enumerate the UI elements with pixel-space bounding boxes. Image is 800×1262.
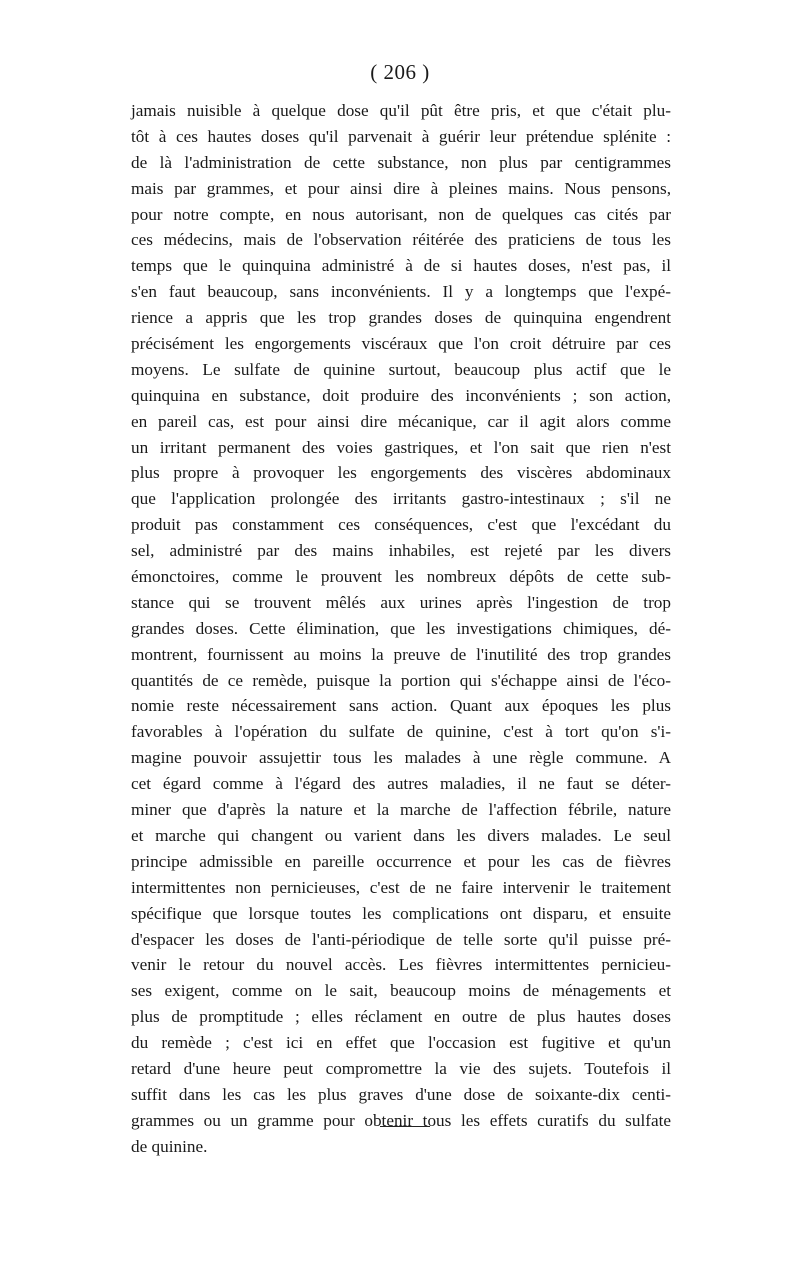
text-line: tôt à ces hautes doses qu'il parvenait à guérir leur prétendue splénite : bbox=[131, 126, 671, 146]
text-line: s'en faut beaucoup, sans inconvénients. Il y a longtemps que l'expé- bbox=[131, 282, 671, 302]
text-line: magine pouvoir assujettir tous les malades à une règle commune. A bbox=[131, 748, 671, 768]
page-number: ( 206 ) bbox=[370, 60, 430, 84]
text-line: intermittentes non pernicieuses, c'est de ne faire intervenir le traitement bbox=[131, 877, 671, 897]
text-line: du remède ; c'est ici en effet que l'occasion est fugitive et qu'un bbox=[131, 1033, 671, 1053]
text-line: suffit dans les cas les plus graves d'une dose de soixante-dix centi- bbox=[131, 1084, 671, 1104]
text-line: nomie reste nécessairement sans action. Quant aux époques les plus bbox=[131, 696, 671, 716]
body-text bbox=[131, 98, 671, 1160]
text-line: temps que le quinquina administré à de si hautes doses, n'est pas, il bbox=[131, 256, 671, 276]
text-line: ses exigent, comme on le sait, beaucoup moins de ménagements et bbox=[131, 981, 671, 1001]
text-line: mais par grammes, et pour ainsi dire à pleines mains. Nous pensons, bbox=[131, 178, 671, 198]
text-line: sel, administré par des mains inhabiles, est rejeté par les divers bbox=[131, 541, 671, 561]
text-line: rience a appris que les trop grandes doses de quinquina engendrent bbox=[131, 308, 671, 328]
text-line: un irritant permanent des voies gastriques, et l'on sait que rien n'est bbox=[131, 437, 671, 457]
text-line: stance qui se trouvent mêlés aux urines après l'ingestion de trop bbox=[131, 592, 671, 612]
text-line: miner que d'après la nature et la marche de l'affection fébrile, nature bbox=[131, 800, 671, 820]
text-line: en pareil cas, est pour ainsi dire mécanique, car il agit alors comme bbox=[131, 411, 671, 431]
text-line: produit pas constamment ces conséquences, c'est que l'excédant du bbox=[131, 515, 671, 535]
text-line: que l'application prolongée des irritants gastro-intestinaux ; s'il ne bbox=[131, 489, 671, 509]
section-end-rule bbox=[380, 1126, 430, 1127]
text-line: pour notre compte, en nous autorisant, non de quelques cas cités par bbox=[131, 204, 671, 224]
text-line: grammes ou un gramme pour obtenir tous les effets curatifs du sulfate bbox=[131, 1110, 671, 1130]
text-line: et marche qui changent ou varient dans les divers malades. Le seul bbox=[131, 825, 671, 845]
text-line: cet égard comme à l'égard des autres maladies, il ne faut se déter- bbox=[131, 774, 671, 794]
text-line: montrent, fournissent au moins la preuve de l'inutilité des trop grandes bbox=[131, 644, 671, 664]
text-line: ces médecins, mais de l'observation réitérée des praticiens de tous les bbox=[131, 230, 671, 250]
text-line: précisément les engorgements viscéraux que l'on croit détruire par ces bbox=[131, 334, 671, 354]
text-line: quantités de ce remède, puisque la portion qui s'échappe ainsi de l'éco- bbox=[131, 670, 671, 690]
text-line: jamais nuisible à quelque dose qu'il pût être pris, et que c'était plu- bbox=[131, 101, 671, 120]
text-line: d'espacer les doses de l'anti-périodique de telle sorte qu'il puisse pré- bbox=[131, 929, 671, 949]
text-line: plus de promptitude ; elles réclament en outre de plus hautes doses bbox=[131, 1007, 671, 1027]
text-line: spécifique que lorsque toutes les complications ont disparu, et ensuite bbox=[131, 903, 671, 923]
text-line: retard d'une heure peut compromettre la vie des sujets. Toutefois il bbox=[131, 1058, 671, 1078]
text-line: émonctoires, comme le prouvent les nombreux dépôts de cette sub- bbox=[131, 567, 671, 587]
text-line: de là l'administration de cette substance, non plus par centigrammes bbox=[131, 152, 671, 172]
text-line: quinquina en substance, doit produire des inconvénients ; son action, bbox=[131, 385, 671, 405]
text-line: grandes doses. Cette élimination, que les investigations chimiques, dé- bbox=[131, 618, 671, 638]
text-line-final: de quinine. bbox=[131, 1136, 208, 1156]
text-line: principe admissible en pareille occurrence et pour les cas de fièvres bbox=[131, 851, 671, 871]
text-line: moyens. Le sulfate de quinine surtout, beaucoup plus actif que le bbox=[131, 359, 671, 379]
text-line: plus propre à provoquer les engorgements des viscères abdominaux bbox=[131, 463, 671, 483]
text-line: venir le retour du nouvel accès. Les fièvres intermittentes pernicieu- bbox=[131, 955, 671, 975]
text-line: favorables à l'opération du sulfate de quinine, c'est à tort qu'on s'i- bbox=[131, 722, 671, 742]
